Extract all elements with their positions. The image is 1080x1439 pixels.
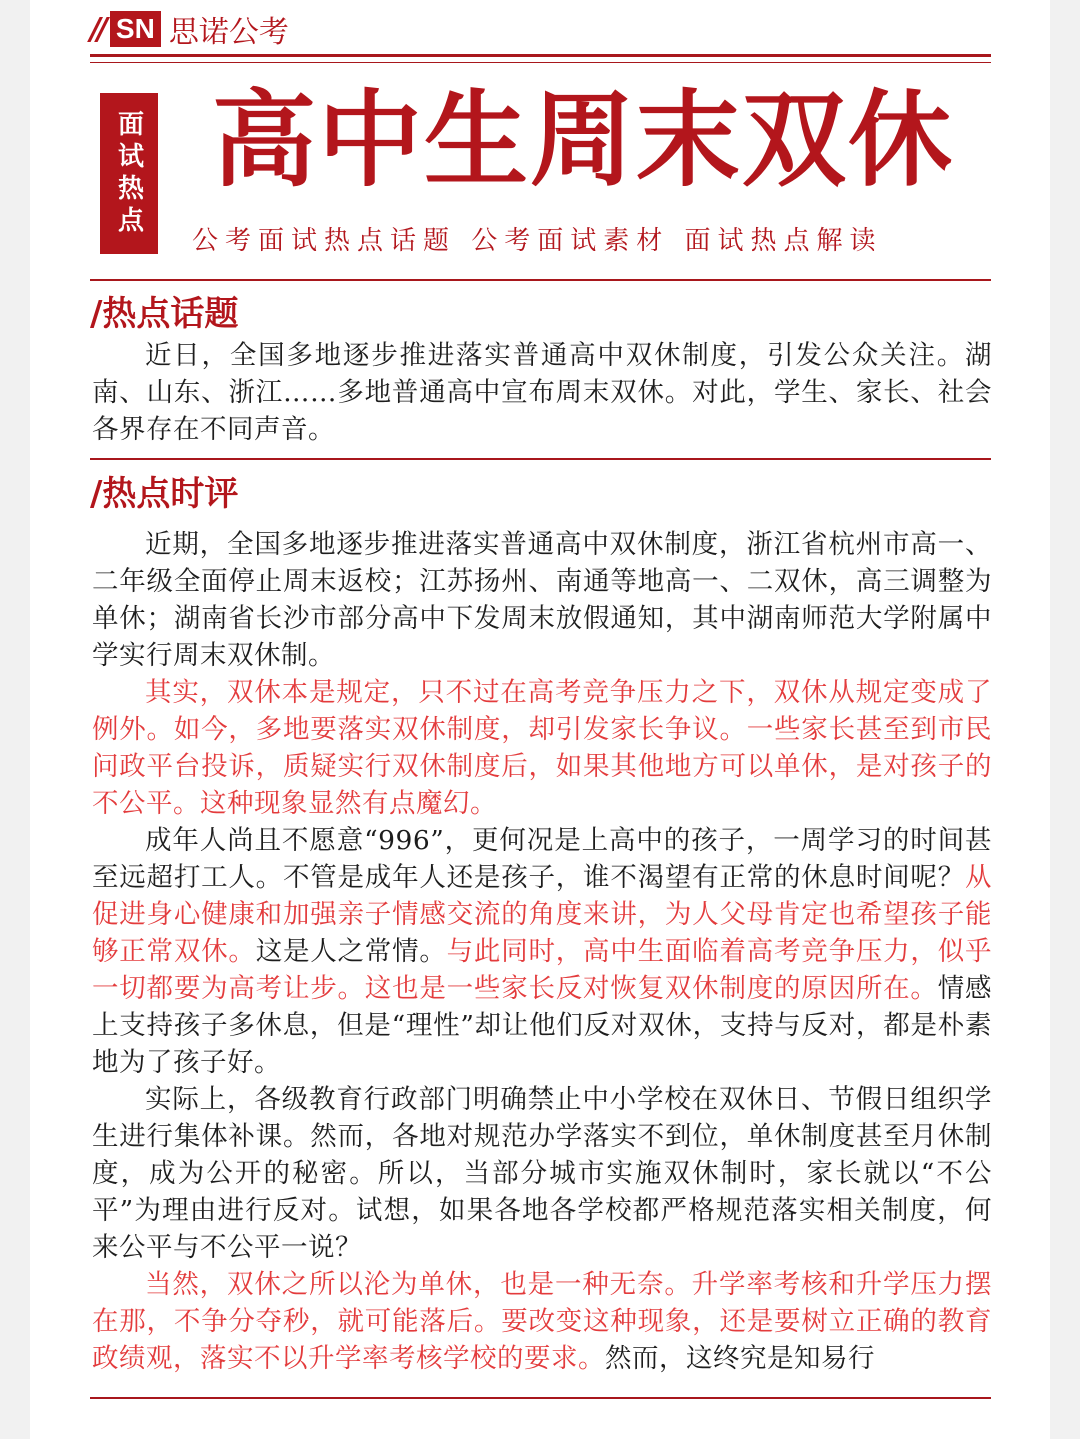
commentary-paragraph-1: 近期，全国多地逐步推进落实普通高中双休制度，浙江省杭州市高一、二年级全面停止周末返校；江苏扬州、南通等地高一、二双休，高三调整为单休；湖南省长沙市部分高中下发周末放假通知，其中湖南师范大学附属中学实行周末双休制。 [92, 529, 992, 671]
topic-body [92, 337, 992, 448]
commentary-paragraph-5 [92, 1266, 992, 1377]
commentary-paragraph-2: 其实，双休本是规定，只不过在高考竞争压力之下，双休从规定变成了例外。如今，多地要落实双休制度，却引发家长争议。一些家长甚至到市民问政平台投诉，质疑实行双休制度后，如果其他地方可以单休，是对孩子的不公平。这种现象显然有点魔幻。 [92, 677, 992, 819]
topic-badge: 面试热点 [100, 93, 158, 254]
commentary-p3-highlight-d: 与此同时，高中生面临着高考竞争压力，似乎一切都要为高考让步。这也是一些家长反对恢复双休制度的原因所在。 [92, 936, 992, 1004]
title-divider [90, 279, 991, 281]
section-heading-topic: /热点话题 [90, 294, 239, 334]
commentary-paragraph-3 [92, 822, 992, 1081]
page-subtitle: 公考面试热点话题 公考面试素材 面试热点解读 [192, 226, 883, 256]
brand-name: 思诺公考 [168, 15, 289, 50]
header-divider [90, 54, 991, 57]
commentary-body [92, 526, 992, 1377]
commentary-p5-highlight-a: 当然，双休之所以沦为单休，也是一种无奈。升学率考核和升学压力摆在那，不争分夺秒，就可能落后。要改变这种现象，还是要树立正确的教育政绩观，落实不以升学率考核学校的要求。 [92, 1269, 992, 1374]
section-divider [90, 458, 991, 460]
commentary-p3-highlight-b: 从促进身心健康和加强亲子情感交流的角度来讲，为人父母肯定也希望孩子能够正常双休。 [92, 862, 992, 967]
brand-logo [90, 8, 289, 50]
commentary-p3-text-a: 成年人尚且不愿意“996”，更何况是上高中的孩子，一周学习的时间甚至远超打工人。不管是成年人还是孩子，谁不渴望有正常的休息时间呢？ [92, 825, 992, 893]
header-divider-thin [90, 62, 991, 63]
logo-mark: SN [110, 11, 161, 47]
commentary-paragraph-4: 实际上，各级教育行政部门明确禁止中小学校在双休日、节假日组织学生进行集体补课。然而，各地对规范办学落实不到位，单休制度甚至月休制度，成为公开的秘密。所以，当部分城市实施双休制时，家长就以“不公平”为理由进行反对。试想，如果各地各学校都严格规范落实相关制度，何来公平与不公平一说？ [92, 1084, 992, 1263]
commentary-p3-text-e: 情感上支持孩子多休息，但是“理性”却让他们反对双休，支持与反对，都是朴素地为了孩子好。 [92, 973, 992, 1078]
commentary-p3-text-c: 这是人之常情。 [255, 936, 447, 967]
section-heading-commentary: /热点时评 [90, 474, 239, 514]
topic-paragraph: 近日，全国多地逐步推进落实普通高中双休制度，引发公众关注。湖南、山东、浙江……多地普通高中宣布周末双休。对此，学生、家长、社会各界存在不同声音。 [92, 340, 992, 445]
logo-slashes-icon: // [90, 11, 104, 47]
footer-divider [90, 1397, 991, 1399]
page-title: 高中生周末双休 [212, 79, 955, 201]
commentary-p5-text-b: 然而，这终究是知易行 [605, 1343, 875, 1374]
